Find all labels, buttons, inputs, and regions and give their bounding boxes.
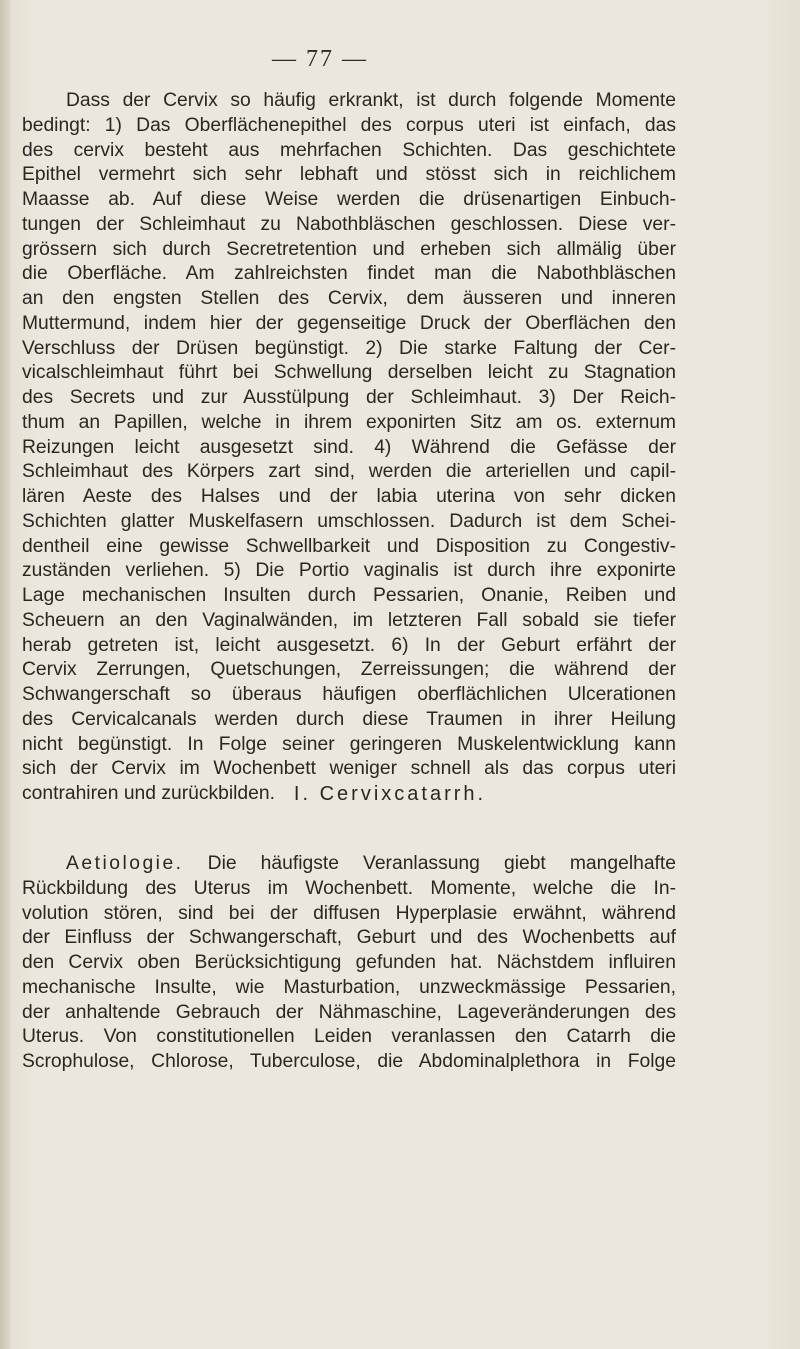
text-line: des cervix besteht aus mehrfachen Schichten. Das geschichtete bbox=[22, 139, 676, 161]
text-line: mechanische Insulte, wie Masturbation, unzweckmässige Pessarien, bbox=[22, 976, 676, 998]
text-line: herab getreten ist, leicht ausgesetzt. 6) In der Geburt erfährt der bbox=[22, 634, 676, 656]
text-line: Lage mechanischen Insulten durch Pessarien, Onanie, Reiben und bbox=[22, 585, 676, 606]
text-line: vicalschleimhaut führt bei Schwellung derselben leicht zu Stagnation bbox=[22, 362, 676, 384]
text-line: nicht begünstigt. In Folge seiner geringeren Muskelentwicklung kann bbox=[22, 733, 676, 755]
text-line: Scrophulose, Chlorose, Tuberculose, die Abdominalplethora in Folge bbox=[22, 1051, 676, 1072]
text-line: der Einfluss der Schwangerschaft, Geburt und des Wochenbetts auf bbox=[22, 927, 676, 949]
text-line bbox=[22, 852, 676, 877]
section-heading: I. Cervixcatarrh. bbox=[293, 783, 487, 805]
text-line: Cervix Zerrungen, Quetschungen, Zerreissungen; die während der bbox=[22, 659, 676, 681]
text-line: Muttermund, indem hier der gegenseitige Druck der Oberflächen den bbox=[22, 312, 676, 334]
text-line: Schleimhaut des Körpers zart sind, werden die arteriellen und capil- bbox=[22, 461, 676, 483]
text-line: Dass der Cervix so häufig erkrankt, ist durch folgende Momente bbox=[66, 90, 676, 111]
text-line: Schichten glatter Muskelfasern umschlossen. Dadurch ist dem Schei- bbox=[22, 510, 676, 532]
text-line: dentheil eine gewisse Schwellbarkeit und Disposition zu Congestiv- bbox=[22, 535, 676, 557]
text-line: contrahiren und zurückbilden. bbox=[22, 783, 275, 804]
text-line: tungen der Schleimhaut zu Nabothbläschen geschlossen. Diese ver- bbox=[22, 213, 676, 235]
text-line: den Cervix oben Berücksichtigung gefunden hat. Nächstdem influiren bbox=[22, 952, 676, 973]
text-line: Uterus. Von constitutionellen Leiden veranlassen den Catarrh die bbox=[22, 1026, 676, 1048]
text-line: Scheuern an den Vaginalwänden, im letzteren Fall sobald sie tiefer bbox=[22, 609, 676, 631]
text-line: sich der Cervix im Wochenbett weniger schnell als das corpus uteri bbox=[22, 758, 676, 780]
page-number: — 77 — bbox=[272, 46, 368, 72]
text-line: volution stören, sind bei der diffusen Hyperplasie erwähnt, während bbox=[22, 902, 676, 924]
paragraph-lead: Aetiologie. bbox=[66, 853, 184, 874]
text-line: Schwangerschaft so überaus häufigen oberflächlichen Ulcerationen bbox=[22, 684, 676, 705]
text-line: Rückbildung des Uterus im Wochenbett. Momente, welche die In- bbox=[22, 877, 676, 899]
text-line: Epithel vermehrt sich sehr lebhaft und stösst sich in reichlichem bbox=[22, 164, 676, 186]
paragraph-aetiologie bbox=[22, 852, 676, 1075]
text-line: an den engsten Stellen des Cervix, dem äusseren und inneren bbox=[22, 288, 676, 309]
text-line: thum an Papillen, welche in ihrem exponirten Sitz am os. externum bbox=[22, 411, 676, 433]
paragraph-cervix-causes bbox=[22, 89, 676, 807]
text-line: grössern sich durch Secretretention und erheben sich allmälig über bbox=[22, 238, 676, 260]
text-line: des Secrets und zur Ausstülpung der Schleimhaut. 3) Der Reich- bbox=[22, 387, 676, 408]
binding-edge bbox=[0, 0, 10, 1349]
text-line: des Cervicalcanals werden durch diese Traumen in ihrer Heilung bbox=[22, 708, 676, 730]
text-line: lären Aeste des Halses und der labia uterina von sehr dicken bbox=[22, 486, 676, 507]
first-line-text: Die häufigste Veranlassung giebt mangelhafte bbox=[207, 853, 676, 874]
text-line: der anhaltende Gebrauch der Nähmaschine, Lageveränderungen des bbox=[22, 1001, 676, 1023]
text-line: Maasse ab. Auf diese Weise werden die drüsenartigen Einbuch- bbox=[22, 189, 676, 210]
text-line: Reizungen leicht ausgesetzt sind. 4) Während die Gefässe der bbox=[22, 436, 676, 458]
text-line: die Oberfläche. Am zahlreichsten findet man die Nabothbläschen bbox=[22, 263, 676, 285]
text-line: Verschluss der Drüsen begünstigt. 2) Die starke Faltung der Cer- bbox=[22, 337, 676, 359]
text-line: bedingt: 1) Das Oberflächenepithel des corpus uteri ist einfach, das bbox=[22, 114, 676, 136]
text-line: zuständen verliehen. 5) Die Portio vaginalis ist durch ihre exponirte bbox=[22, 560, 676, 582]
